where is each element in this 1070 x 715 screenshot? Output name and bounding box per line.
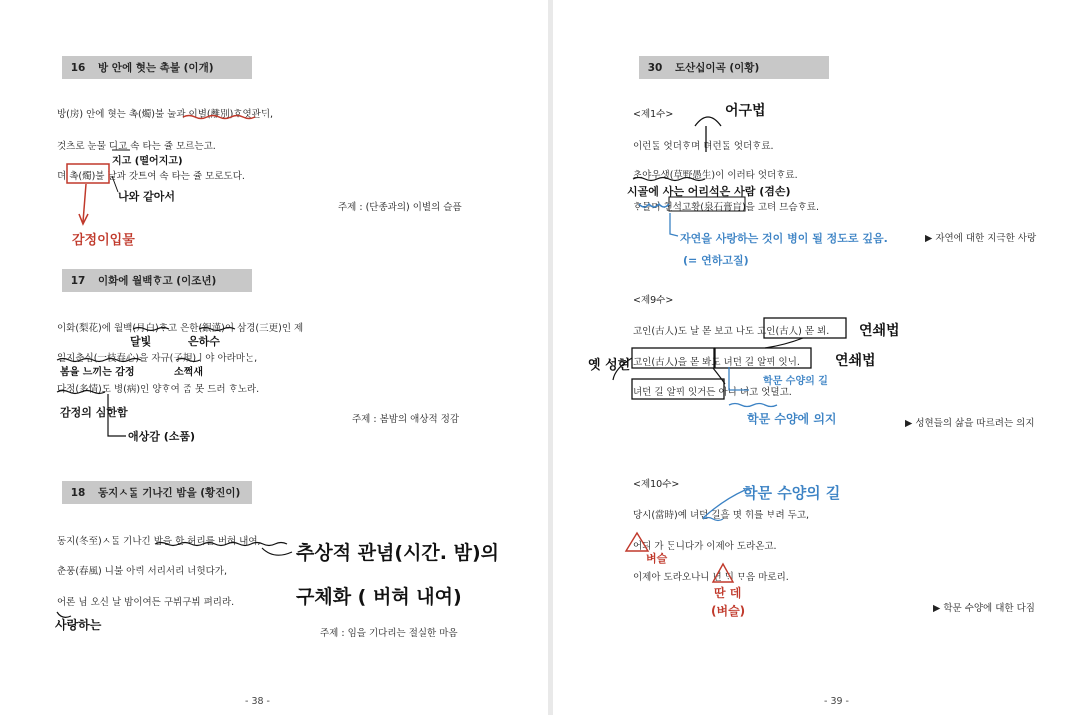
section-header-30 bbox=[639, 56, 829, 79]
page-number: - 38 - bbox=[245, 696, 270, 707]
section-number: 18 bbox=[70, 486, 86, 499]
poem-line: 이제아 도라오나니 년 ᄃᆡ ᄆᆞ음 마로리. bbox=[633, 572, 789, 583]
poem-line: 당시(當時)예 녀던 길흘 몃 ᄒᆡ를 ᄇᆞ려 두고, bbox=[633, 510, 810, 521]
handwriting-note: 감정의 심한함 bbox=[60, 406, 128, 419]
handwriting-note: 시골에 사는 어리석은 사람 (겸손) bbox=[627, 185, 791, 198]
section-title: 이화에 월백ᄒᆞ고 (이조년) bbox=[98, 275, 217, 287]
poem-line: ᄒᆞ믈며 천석고황(泉石膏肓)을 고텨 므슴ᄒᆞ료. bbox=[633, 202, 819, 213]
section-number: 16 bbox=[70, 61, 86, 74]
section-title: 동지ㅅᄃᆞᆯ 기나긴 밤을 (황진이) bbox=[98, 487, 241, 499]
poem-line: 어론 님 오신 날 밤이여든 구뷔구뷔 펴리라. bbox=[57, 597, 235, 608]
poem-line: 초야우생(草野愚生)이 이러타 엇더ᄒᆞ료. bbox=[633, 170, 798, 181]
handwriting-note: 나와 같아서 bbox=[118, 190, 175, 203]
theme-text: ▶ 학문 수양에 대한 다짐 bbox=[933, 603, 1035, 614]
poem-line: 방(房) 안에 혓는 촉(燭)불 눌과 이별(離別)ᄒᆞ엿관ᄃᆡ, bbox=[57, 109, 274, 120]
poem-line: 것츠로 눈물 디고 속 타는 쥴 모르는고. bbox=[57, 141, 216, 152]
handwriting-note: 소쩍새 bbox=[174, 367, 203, 378]
stanza-label: <제9수> bbox=[633, 295, 674, 306]
stanza-label: <제10수> bbox=[633, 479, 680, 490]
handwriting-note: 어구법 bbox=[725, 103, 766, 119]
handwriting-note: 자연을 사랑하는 것이 병이 될 정도로 깊음. bbox=[680, 232, 888, 245]
handwriting-note: 학문 수양에 의지 bbox=[747, 412, 837, 426]
page-number: - 39 - bbox=[824, 696, 849, 707]
handwriting-note: 벼슬 bbox=[646, 552, 668, 565]
section-number: 30 bbox=[647, 61, 663, 74]
poem-line: 다정(多情)도 병(病)인 양ᄒᆞ여 ᄌᆞᆷ 못 드러 ᄒᆞ노라. bbox=[57, 384, 260, 395]
theme-text: ▶ 자연에 대한 지극한 사랑 bbox=[925, 233, 1037, 244]
poem-line: 고인(古人)을 몯 봐도 녀던 길 알ᄑᆡ 잇ᄂᆡ. bbox=[633, 357, 800, 368]
handwriting-note: 옛 성현 bbox=[588, 358, 631, 373]
theme-text: 주제 : 봄밤의 애상적 정감 bbox=[352, 414, 460, 425]
poem-line: 동지(冬至)ㅅᄃᆞᆯ 기나긴 밤을 한 허리를 버혀 내여, bbox=[57, 536, 261, 547]
theme-text: ▶ 성현들의 삶을 따르려는 의지 bbox=[905, 418, 1035, 429]
section-title: 방 안에 혓는 촉불 (이개) bbox=[98, 62, 214, 74]
handwriting-note: 학문 수양의 길 bbox=[743, 484, 841, 502]
handwriting-note: 구체화 ( 버혀 내여) bbox=[296, 586, 462, 608]
section-number: 17 bbox=[70, 274, 86, 287]
handwriting-note: 애상감 (소품) bbox=[128, 430, 196, 443]
section-header-18 bbox=[62, 481, 252, 504]
right-page bbox=[553, 0, 1070, 715]
poem-line: 고인(古人)도 날 몯 보고 나도 고인(古人) 몯 뵈. bbox=[633, 326, 830, 337]
handwriting-note: 은하수 bbox=[188, 335, 220, 348]
handwriting-note: 딴 데 bbox=[714, 586, 742, 600]
handwriting-note: 봄을 느끼는 감정 bbox=[60, 367, 135, 378]
handwriting-note: 감정이입물 bbox=[72, 233, 135, 248]
handwriting-note: 지고 (떨어지고) bbox=[112, 156, 183, 167]
handwriting-note: 연쇄법 bbox=[859, 323, 900, 339]
handwriting-note: (= 연하고질) bbox=[683, 254, 749, 267]
poem-line: 뎌 촉(燭)불 날과 갓트여 속 타는 쥴 모로도다. bbox=[57, 171, 245, 182]
section-title: 도산십이곡 (이황) bbox=[675, 62, 760, 74]
poem-line: 이런ᄃᆞᆯ 엇더ᄒᆞ며 뎌런ᄃᆞᆯ 엇더ᄒᆞ료. bbox=[633, 141, 774, 152]
handwriting-note: 사랑하는 bbox=[55, 618, 102, 632]
poem-line: 녀던 길 알ᄑᆡ 잇거든 아니 녀고 엇뎔고. bbox=[633, 387, 792, 398]
theme-text: 주제 : (단종과의) 이별의 슬픔 bbox=[338, 202, 462, 213]
handwriting-note: 학문 수양의 길 bbox=[763, 376, 828, 387]
poem-line: 이화(梨花)에 월백(月白)ᄒᆞ고 은한(銀漢)이 삼경(三更)인 제 bbox=[57, 323, 304, 334]
section-header-16 bbox=[62, 56, 252, 79]
stanza-label: <제1수> bbox=[633, 109, 674, 120]
poem-line: 일지춘심(一枝春心)을 자규(子規)ㅣ야 아라마ᄂᆞᆫ, bbox=[57, 353, 258, 364]
theme-text: 주제 : 임을 기다리는 절실한 마음 bbox=[320, 628, 458, 639]
poem-line: 춘풍(春風) 니불 아ᄅᆡ 서리서리 너헛다가, bbox=[57, 566, 227, 577]
section-header-17 bbox=[62, 269, 252, 292]
handwriting-note: 추상적 관념(시간. 밤)의 bbox=[296, 542, 500, 564]
handwriting-note: 연쇄법 bbox=[835, 353, 876, 369]
handwriting-note: 달빛 bbox=[130, 335, 152, 348]
handwriting-note: (벼슬) bbox=[711, 604, 746, 618]
poem-line: 어듸 가 ᄃᆞᆫ니다가 이제아 도라온고. bbox=[633, 541, 777, 552]
